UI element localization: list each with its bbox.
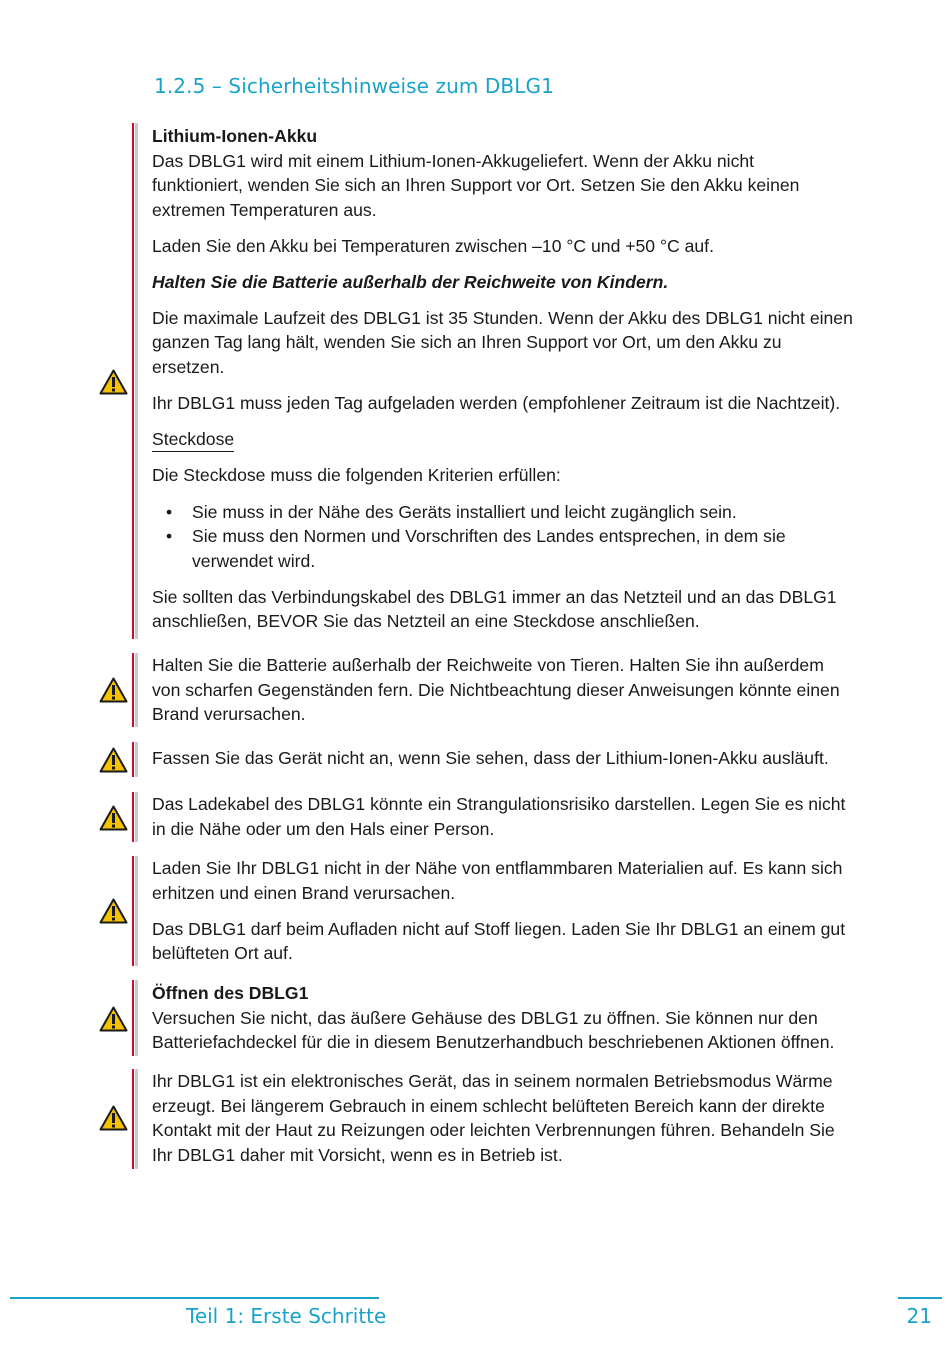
footer-divider-right	[898, 1297, 942, 1299]
text-line: Das DBLG1 darf beim Aufladen nicht auf Stoff liegen. Laden Sie Ihr DBLG1 an einem gut	[152, 918, 846, 939]
warning-bar	[132, 980, 138, 1056]
heat-paragraph	[152, 1069, 882, 1167]
footer-divider-left	[10, 1297, 379, 1299]
warning-block-leak	[0, 742, 950, 777]
text-line: Ihr DBLG1 ist ein elektronisches Gerät, das in seinem normalen Betriebsmodus Wärme	[152, 1071, 833, 1091]
text-line: ersetzen.	[152, 356, 225, 377]
warning-bar	[132, 123, 138, 639]
warning-triangle-icon	[99, 898, 128, 924]
leak-paragraph: Fassen Sie das Gerät nicht an, wenn Sie sehen, dass der Lithium-Ionen-Akku ausläuft.	[152, 748, 829, 768]
page-number: 21	[906, 1304, 932, 1328]
warning-block-heat	[0, 1069, 950, 1169]
battery-paragraph-1	[152, 149, 882, 223]
text-line: Sie muss den Normen und Vorschriften des Landes entsprechen, in dem sie	[192, 526, 786, 546]
warning-bar	[132, 856, 138, 966]
warning-triangle-icon	[99, 1006, 128, 1032]
text-line: Ihr DBLG1 daher mit Vorsicht, wenn es in Betrieb ist.	[152, 1144, 563, 1165]
warning-triangle-icon	[99, 805, 128, 831]
text-line: Die maximale Laufzeit des DBLG1 ist 35 Stunden. Wenn der Akku des DBLG1 nicht einen	[152, 307, 853, 328]
opening-paragraph	[152, 1006, 882, 1055]
warning-block-strangulation	[0, 792, 950, 842]
text-line: verwendet wird.	[192, 550, 316, 571]
socket-subheading: Steckdose	[152, 428, 234, 452]
text-line: Batteriefachdeckel für die in diesem Benutzerhandbuch beschriebenen Aktionen öffnen.	[152, 1032, 835, 1052]
children-warning: Halten Sie die Batterie außerhalb der Reichweite von Kindern.	[152, 271, 669, 292]
text-line: Kontakt mit der Haut zu Reizungen oder leichten Verbrennungen führen. Behandeln Sie	[152, 1120, 835, 1140]
runtime-paragraph	[152, 306, 882, 380]
warning-block-animals	[0, 653, 950, 727]
text-line: Halten Sie die Batterie außerhalb der Reichweite von Tieren. Halten Sie ihn außerdem	[152, 655, 824, 675]
text-line: ganzen Tag lang hält, wenden Sie sich an Ihren Support vor Ort, um den Akku zu	[152, 332, 782, 352]
fabric-paragraph	[152, 917, 882, 966]
warning-triangle-icon	[99, 677, 128, 703]
text-line: anschließen, BEVOR Sie das Netzteil an eine Steckdose anschließen.	[152, 611, 700, 631]
text-line: belüfteten Ort auf.	[152, 943, 293, 963]
animals-paragraph	[152, 653, 882, 727]
daily-charge-paragraph: Ihr DBLG1 muss jeden Tag aufgeladen werden (empfohlener Zeitraum ist die Nachtzeit).	[152, 392, 841, 413]
bullet-icon: •	[166, 526, 173, 546]
warning-block-opening	[0, 980, 950, 1056]
text-line: Sie sollten das Verbindungskabel des DBLG1 immer an das Netzteil und an das DBLG1	[152, 586, 837, 607]
socket-criteria-intro: Die Steckdose muss die folgenden Kriterien erfüllen:	[152, 465, 561, 485]
list-item	[152, 524, 882, 573]
text-line: funktioniert, wenden Sie sich an Ihren Support vor Ort. Setzen Sie den Akku keinen	[152, 175, 800, 195]
text-line: Das Ladekabel des DBLG1 könnte ein Strangulationsrisiko darstellen. Legen Sie es nicht	[152, 794, 846, 814]
warning-triangle-icon	[99, 369, 128, 395]
temperature-paragraph: Laden Sie den Akku bei Temperaturen zwischen –10 °C und +50 °C auf.	[152, 235, 714, 256]
strangulation-paragraph	[152, 792, 882, 841]
list-item	[152, 500, 882, 525]
text-line: Laden Sie Ihr DBLG1 nicht in der Nähe von entflammbaren Materialien auf. Es kann sich	[152, 858, 843, 878]
text-line: extremen Temperaturen aus.	[152, 199, 377, 220]
section-title: 1.2.5 – Sicherheitshinweise zum DBLG1	[154, 74, 554, 98]
text-line: erhitzen und einen Brand verursachen.	[152, 882, 456, 903]
text-line: Brand verursachen.	[152, 704, 306, 724]
battery-heading: Lithium-Ionen-Akku	[152, 126, 318, 146]
text-line: Versuchen Sie nicht, das äußere Gehäuse des DBLG1 zu öffnen. Sie können nur den	[152, 1007, 818, 1028]
warning-bar	[132, 653, 138, 727]
connection-paragraph	[152, 585, 882, 634]
warning-bar	[132, 1069, 138, 1169]
socket-criteria-list	[152, 500, 882, 574]
text-line: in die Nähe oder um den Hals einer Person.	[152, 818, 495, 839]
warning-block-flammable	[0, 856, 950, 966]
bullet-icon: •	[166, 501, 173, 522]
warning-block-battery	[0, 123, 950, 639]
footer-chapter: Teil 1: Erste Schritte	[186, 1304, 387, 1328]
text-line: Das DBLG1 wird mit einem Lithium-Ionen-Akkugeliefert. Wenn der Akku nicht	[152, 150, 755, 171]
warning-triangle-icon	[99, 1105, 128, 1131]
text-line: Sie muss in der Nähe des Geräts installiert und leicht zugänglich sein.	[192, 501, 737, 522]
warning-bar	[132, 742, 138, 777]
warning-bar	[132, 792, 138, 842]
warning-triangle-icon	[99, 747, 128, 773]
flammable-paragraph	[152, 856, 882, 905]
opening-heading: Öffnen des DBLG1	[152, 983, 309, 1003]
text-line: von scharfen Gegenständen fern. Die Nichtbeachtung dieser Anweisungen könnte einen	[152, 679, 840, 700]
text-line: erzeugt. Bei längerem Gebrauch in einem schlecht belüfteten Bereich kann der direkte	[152, 1095, 825, 1116]
